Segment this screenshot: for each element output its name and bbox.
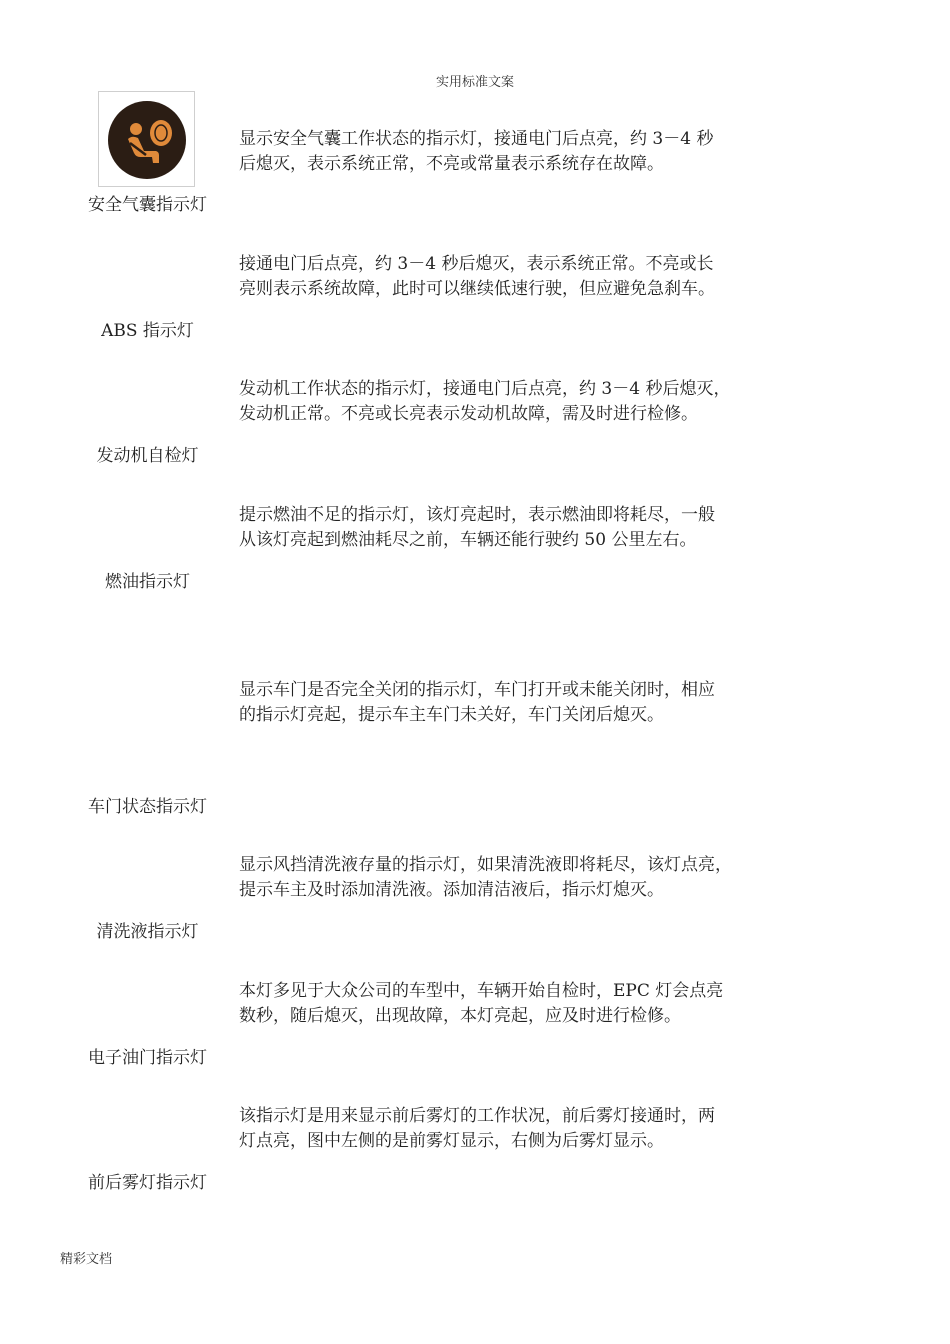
- entry-label-fog: 前后雾灯指示灯: [88, 1173, 207, 1193]
- entry-desc-washer: 显示风挡清洗液存量的指示灯，如果清洗液即将耗尽，该灯点亮， 提示车主及时添加清洗液。添加清洁液后，指示灯熄灭。: [239, 855, 732, 900]
- entry-label-washer: 清洗液指示灯: [96, 922, 199, 942]
- entry-label-airbag: 安全气囊指示灯: [88, 195, 207, 215]
- entry-desc-abs: 接通电门后点亮，约 3－4 秒后熄灭，表示系统正常。不亮或长 亮则表示系统故障，此时可以继续低速行驶，但应避免急刹车。: [239, 254, 715, 299]
- entry-label-fuel: 燃油指示灯: [105, 572, 190, 592]
- page-header: 实用标准文案: [435, 75, 514, 90]
- entry-desc-door: 显示车门是否完全关闭的指示灯，车门打开或未能关闭时，相应 的指示灯亮起，提示车主车门未关好，车门关闭后熄灭。: [239, 680, 715, 725]
- entry-label-abs: ABS 指示灯: [101, 321, 194, 341]
- entry-label-epc: 电子油门指示灯: [88, 1048, 207, 1068]
- entry-label-door: 车门状态指示灯: [88, 797, 207, 817]
- entry-desc-engine: 发动机工作状态的指示灯，接通电门后点亮，约 3－4 秒后熄灭， 发动机正常。不亮或长亮表示发动机故障，需及时进行检修。: [239, 379, 731, 424]
- entry-desc-epc: 本灯多见于大众公司的车型中，车辆开始自检时，EPC 灯会点亮 数秒，随后熄灭，出现故障，本灯亮起，应及时进行检修。: [239, 981, 724, 1026]
- entry-desc-fog: 该指示灯是用来显示前后雾灯的工作状况，前后雾灯接通时，两 灯点亮，图中左侧的是前雾灯显示，右侧为后雾灯显示。: [239, 1106, 715, 1151]
- entry-desc-fuel: 提示燃油不足的指示灯，该灯亮起时，表示燃油即将耗尽，一般 从该灯亮起到燃油耗尽之前，车辆还能行驶约 50 公里左右。: [239, 505, 715, 550]
- entry-label-engine: 发动机自检灯: [96, 446, 199, 466]
- airbag-warning-icon: [98, 91, 195, 187]
- entry-desc-airbag: 显示安全气囊工作状态的指示灯，接通电门后点亮，约 3－4 秒 后熄灭，表示系统正常，不亮或常量表示系统存在故障。: [239, 129, 714, 174]
- page-footer: 精彩文档: [60, 1252, 113, 1267]
